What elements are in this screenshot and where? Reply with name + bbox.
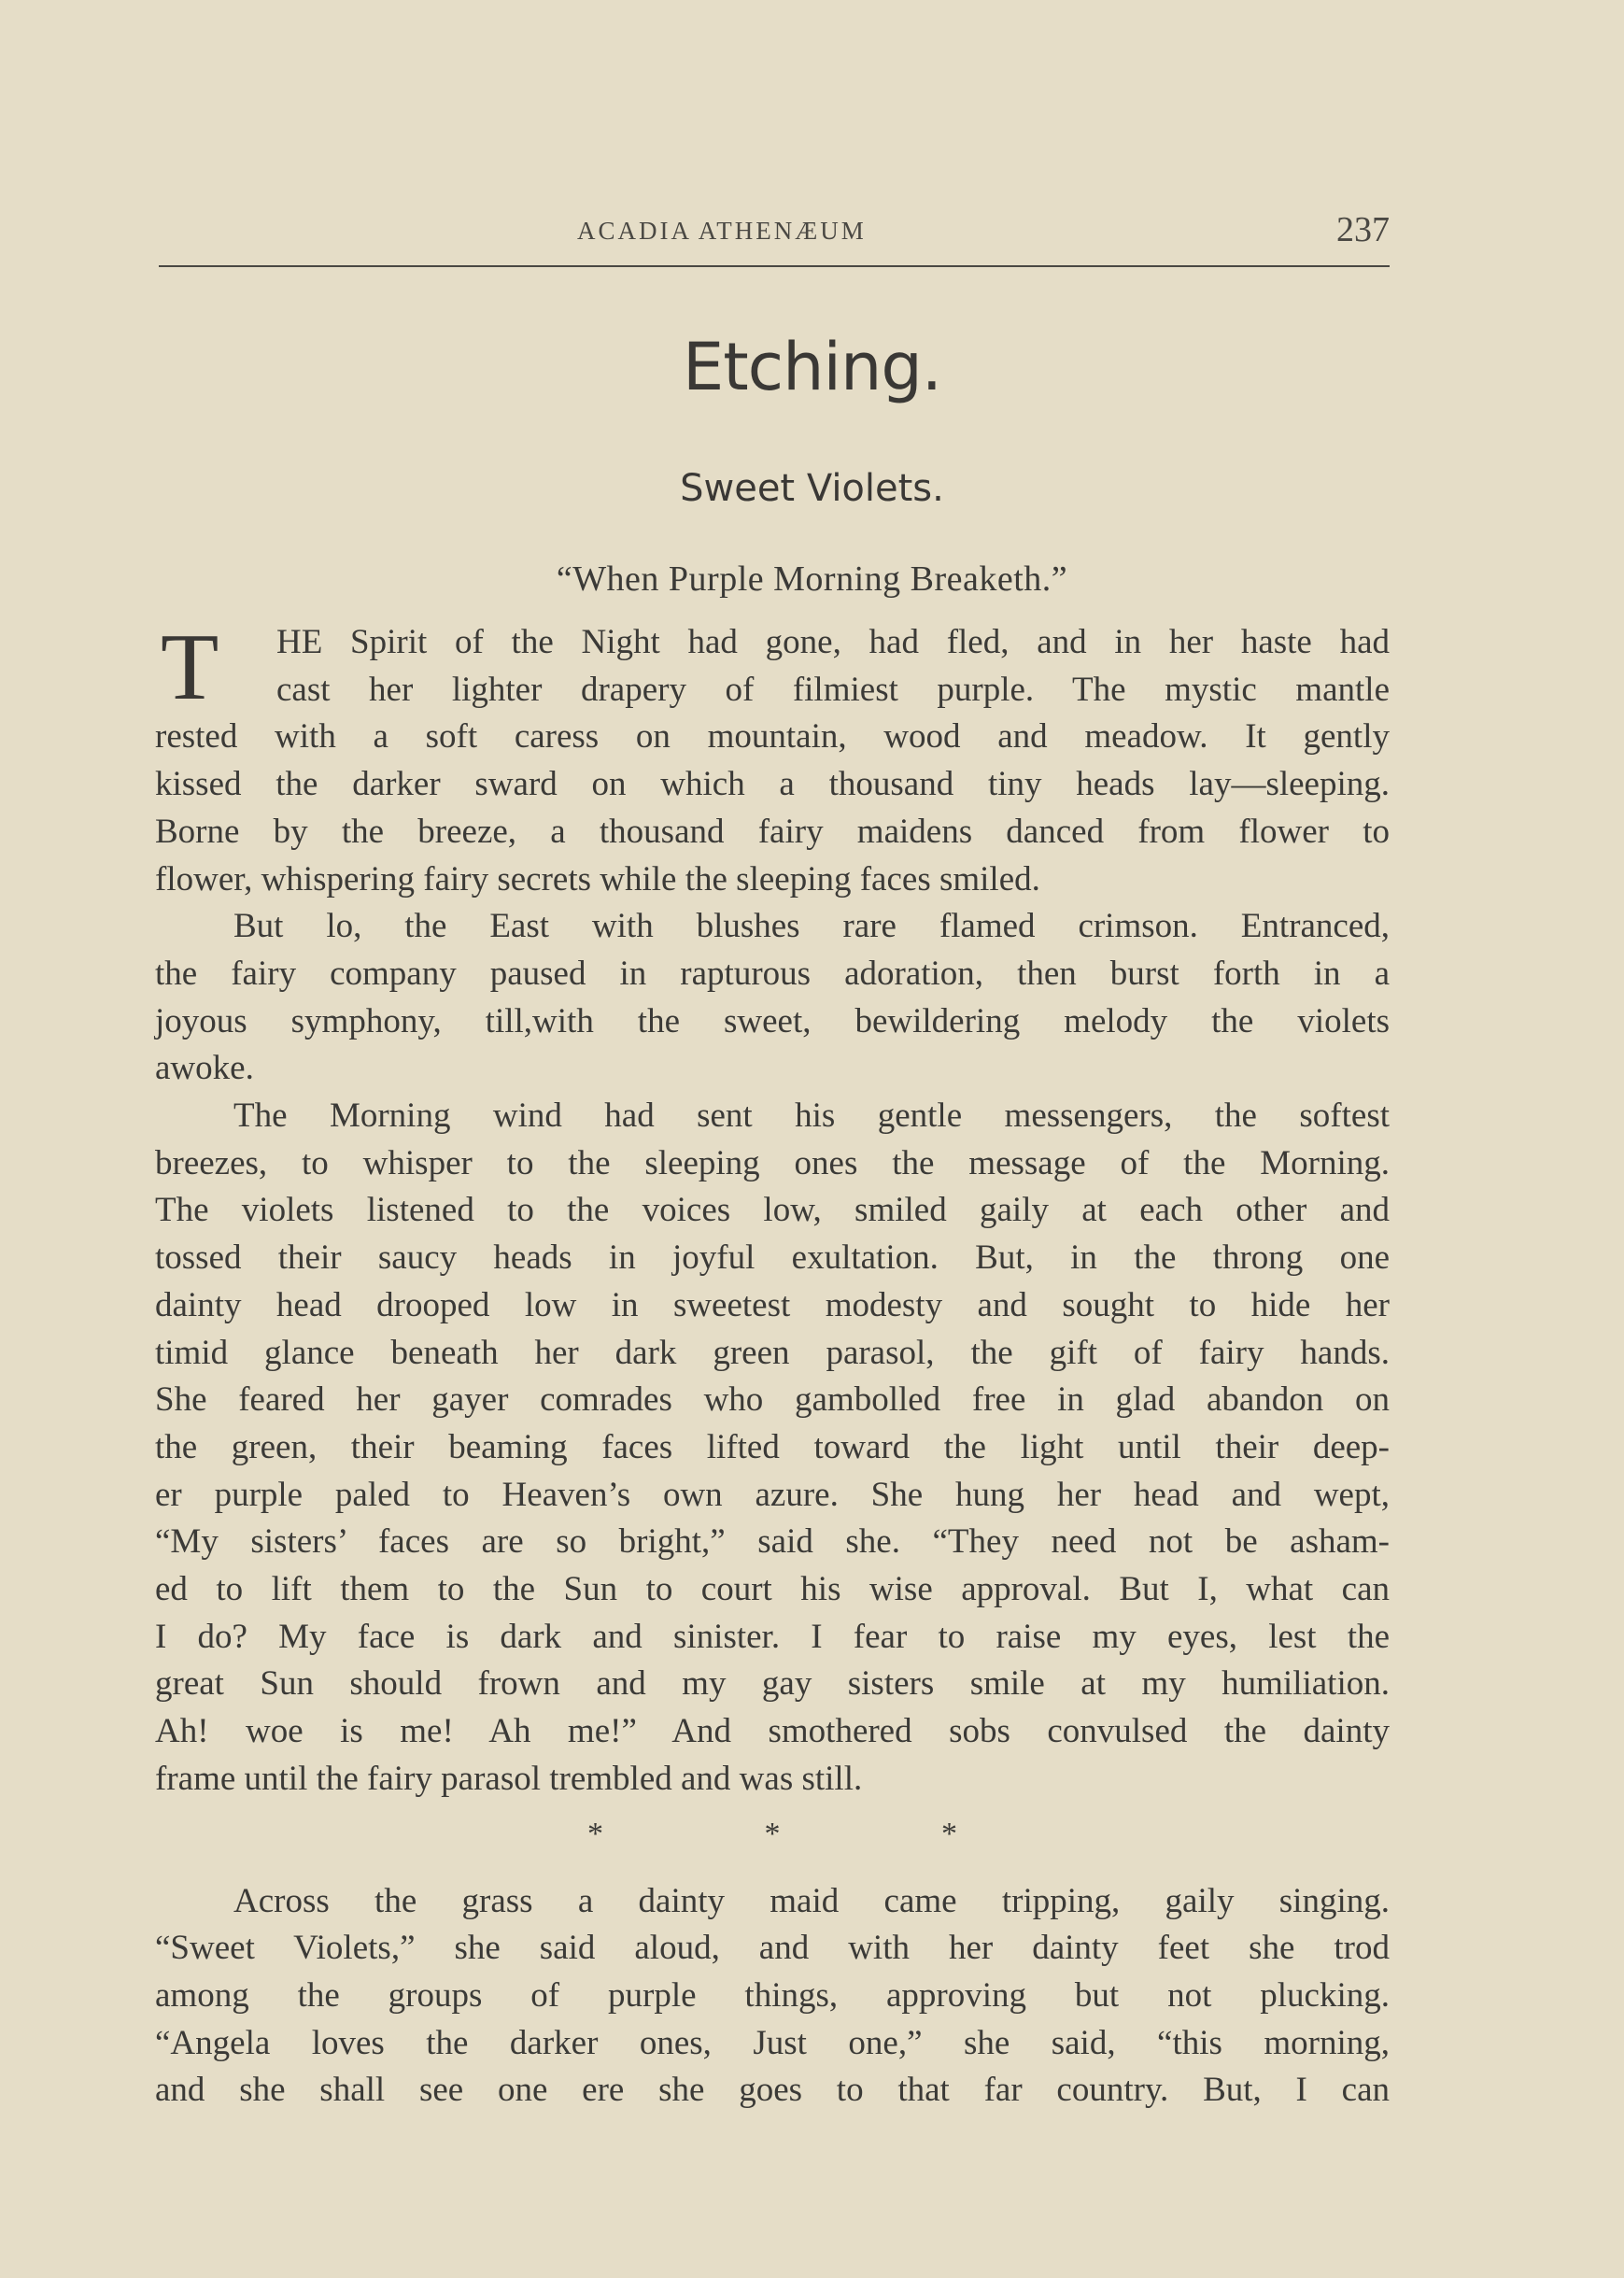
text-line: The violets listened to the voices low, smiled gaily at each other and xyxy=(155,1191,1390,1230)
text-line: Borne by the breeze, a thousand fairy maidens danced from flower to xyxy=(155,812,1390,851)
text-line: joyous symphony, till,with the sweet, bewildering melody the violets xyxy=(155,1001,1390,1040)
text-line: HE Spirit of the Night had gone, had fled, and in her haste had xyxy=(276,623,1390,661)
asterisk: * xyxy=(764,1816,781,1851)
paragraph-3 xyxy=(155,1093,1390,1804)
section-title: Etching. xyxy=(682,329,942,405)
text-line: Across the grass a dainty maid came tripping, gaily singing. xyxy=(233,1881,1390,1920)
paragraph-2 xyxy=(155,903,1390,1093)
text-line: ed to lift them to the Sun to court his wise approval. But I, what can xyxy=(155,1570,1390,1609)
text-line: kissed the darker sward on which a thousand tiny heads lay—sleeping. xyxy=(155,765,1390,804)
text-line: I do? My face is dark and sinister. I fear to raise my eyes, lest the xyxy=(155,1617,1390,1656)
text-line: “Angela loves the darker ones, Just one,” she said, “this morning, xyxy=(155,2023,1390,2062)
running-header xyxy=(159,210,1390,267)
text-line: great Sun should frown and my gay sisters smile at my humiliation. xyxy=(155,1664,1390,1704)
text-line: er purple paled to Heaven’s own azure. She hung her head and wept, xyxy=(155,1475,1390,1514)
text-line: breezes, to whisper to the sleeping ones the message of the Morning. xyxy=(155,1143,1390,1182)
text-line: tossed their saucy heads in joyful exultation. But, in the throng one xyxy=(155,1238,1390,1278)
drop-cap: T xyxy=(161,615,219,720)
section-break xyxy=(155,1804,1390,1858)
text-line: flower, whispering fairy secrets while the sleeping faces smiled. xyxy=(155,859,1040,898)
text-line: Ah! woe is me! Ah me!” And smothered sobs convulsed the dainty xyxy=(155,1712,1390,1751)
text-line: timid glance beneath her dark green parasol, the gift of fairy hands. xyxy=(155,1333,1390,1372)
text-line: “Sweet Violets,” she said aloud, and with her dainty feet she trod xyxy=(155,1929,1390,1968)
article-body xyxy=(155,615,1390,2115)
text-line: rested with a soft caress on mountain, wood and meadow. It gently xyxy=(155,717,1390,757)
journal-name: ACADIA ATHENÆUM xyxy=(577,217,867,245)
asterisk: * xyxy=(941,1816,957,1851)
text-line: awoke. xyxy=(155,1049,254,1088)
spacer xyxy=(155,1858,1390,1878)
story-title: Sweet Violets. xyxy=(680,467,944,510)
epigraph: “When Purple Morning Breaketh.” xyxy=(556,559,1068,599)
text-line: frame until the fairy parasol trembled and was still. xyxy=(155,1759,863,1798)
paragraph-1 xyxy=(155,615,1390,903)
text-line: the green, their beaming faces lifted toward the light until their deep- xyxy=(155,1427,1390,1466)
text-line: She feared her gayer comrades who gambolled free in glad abandon on xyxy=(155,1380,1390,1420)
text-line: and she shall see one ere she goes to that far country. But, I can xyxy=(155,2071,1390,2110)
asterisk: * xyxy=(587,1816,603,1851)
text-line: dainty head drooped low in sweetest modesty and sought to hide her xyxy=(155,1285,1390,1324)
text-line: But lo, the East with blushes rare flamed crimson. Entranced, xyxy=(233,907,1390,946)
text-line: the fairy company paused in rapturous adoration, then burst forth in a xyxy=(155,954,1390,993)
text-line: The Morning wind had sent his gentle messengers, the softest xyxy=(233,1097,1390,1136)
text-line: among the groups of purple things, approving but not plucking. xyxy=(155,1975,1390,2015)
paragraph-4 xyxy=(155,1878,1390,2115)
text-line: “My sisters’ faces are so bright,” said she. “They need not be asham- xyxy=(155,1522,1390,1562)
page-number: 237 xyxy=(1336,210,1390,249)
text-line: cast her lighter drapery of filmiest purple. The mystic mantle xyxy=(276,670,1390,709)
